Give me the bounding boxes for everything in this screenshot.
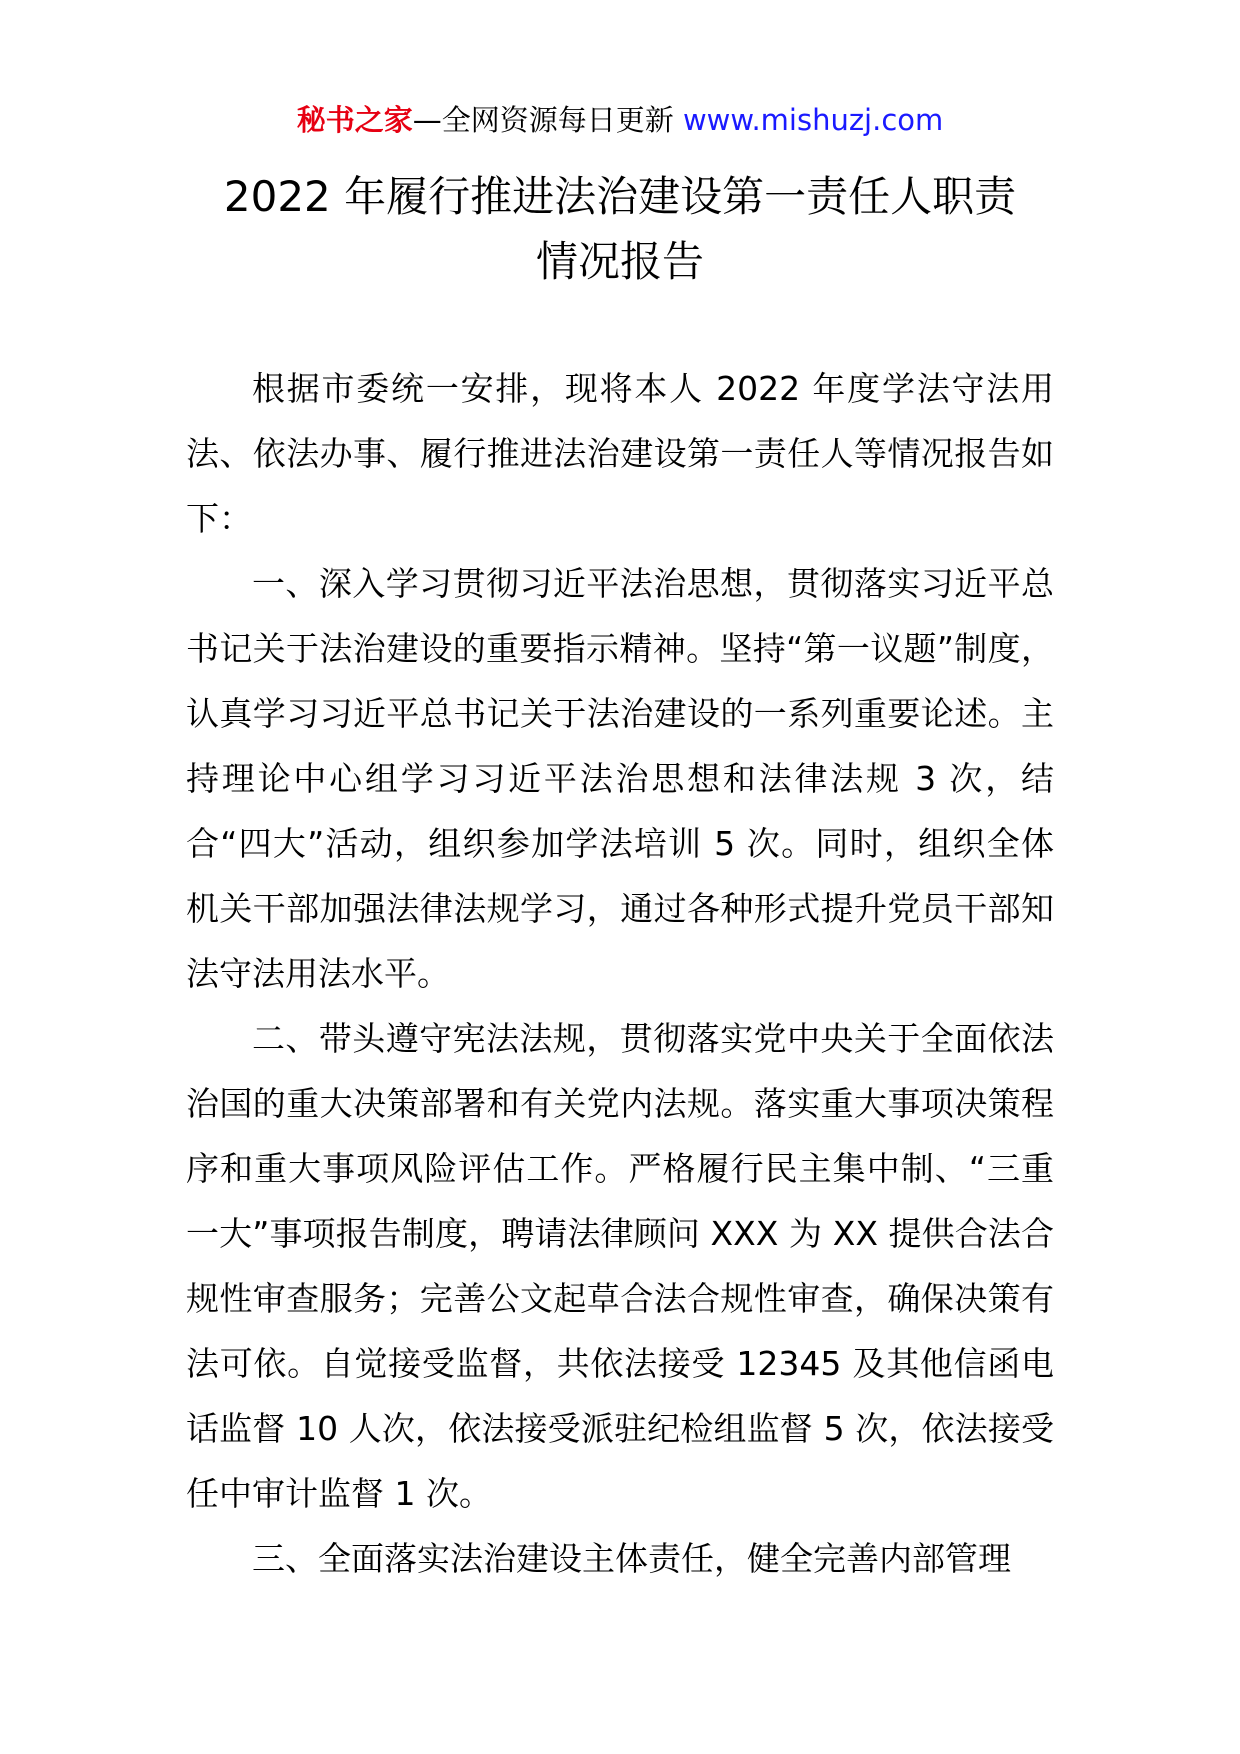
- document-title: [150, 164, 1090, 294]
- site-header: [0, 100, 1240, 140]
- paragraph-section-3: 三、全面落实法治建设主体责任，健全完善内部管理: [252, 1539, 1011, 1578]
- title-line-2: 情况报告: [535, 237, 704, 286]
- brand-name: 秘书之家: [296, 103, 413, 137]
- title-line-1: 2022 年履行推进法治建设第一责任人职责: [223, 172, 1017, 221]
- document-body: [186, 356, 1054, 1591]
- paragraph-intro: 根据市委统一安排，现将本人 2022 年度学法守法用法、依法办事、履行推进法治建设第一责任人等情况报告如下：: [186, 369, 1054, 538]
- paragraph-section-1: 一、深入学习贯彻习近平法治思想，贯彻落实习近平总书记关于法治建设的重要指示精神。坚持“第一议题”制度，认真学习习近平总书记关于法治建设的一系列重要论述。主持理论中心组学习习近平法治思想和法律法规 3 次，结合“四大”活动，组织参加学法培训 5 次。同时，组织全体机关干部加强法律法规学习，通过各种形式提升党员干部知法守法用法水平。: [186, 564, 1054, 993]
- site-url-link[interactable]: www.mishuzj.com: [682, 103, 944, 137]
- header-tagline: —全网资源每日更新: [412, 103, 674, 137]
- paragraph-section-2: 二、带头遵守宪法法规，贯彻落实党中央关于全面依法治国的重大决策部署和有关党内法规。落实重大事项决策程序和重大事项风险评估工作。严格履行民主集中制、“三重一大”事项报告制度，聘请法律顾问 XXX 为 XX 提供合法合规性审查服务；完善公文起草合法合规性审查，确保决策有法可依。自觉接受监督，共依法接受 12345 及其他信函电话监督 10 人次，依法接受派驻纪检组监督 5 次，依法接受任中审计监督 1 次。: [186, 1019, 1054, 1513]
